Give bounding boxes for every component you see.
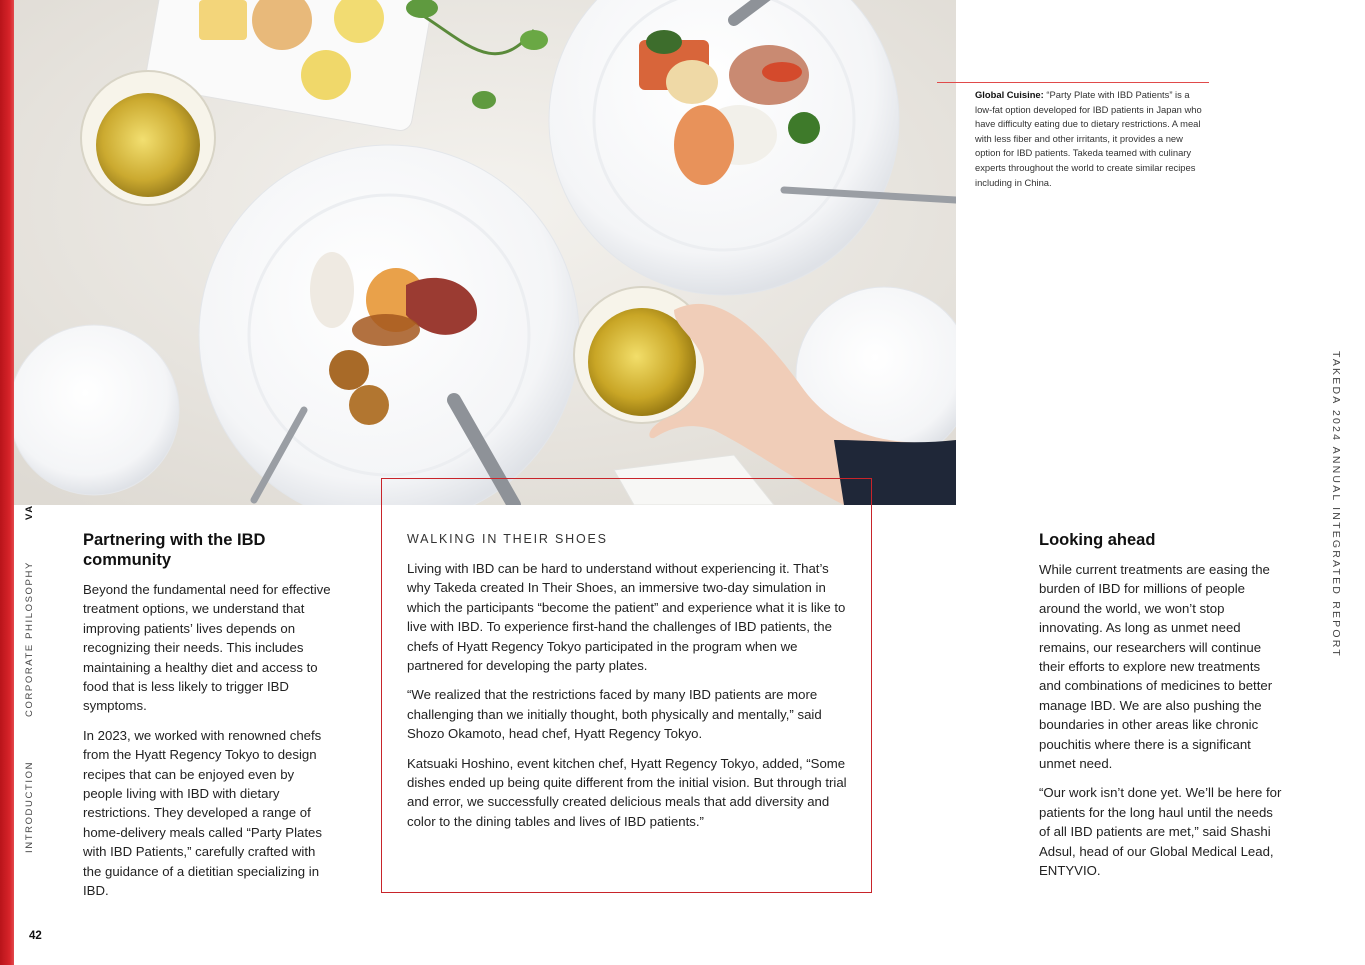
caption-text: “Party Plate with IBD Patients” is a low-fat option developed for IBD patients in Japan who have difficulty eating due to dietary restrictions. A meal with less fiber and other irritants, it provides a new option for IBD patients. Takeda teamed with culinary experts throughout the world to create similar recipes including in China. (975, 89, 1202, 188)
paragraph: Beyond the fundamental need for effective treatment options, we understand that improving patients’ lives depends on recognizing their needs. This includes maintaining a healthy diet and access to food that is less likely to trigger IBD symptoms. (83, 582, 331, 714)
report-title: TAKEDA 2024 ANNUAL INTEGRATED REPORT (1330, 351, 1342, 658)
section-walking (407, 530, 849, 841)
paragraph: “Our work isn’t done yet. We’ll be here for patients for the long haul until the needs of all IBD patients are met,” said Shashi Adsul, head of our Global Medical Lead, ENTYVIO. (1039, 785, 1282, 879)
food-photo (14, 0, 956, 505)
section-heading: Looking ahead (1039, 531, 1156, 549)
caption-rule (937, 82, 1209, 83)
paragraph: “We realized that the restrictions faced by many IBD patients are more challenging than we initially thought, both physically and mentally,” said Shozo Okamoto, head chef, Hyatt Regency Tokyo. (407, 687, 822, 742)
caption-bold: Global Cuisine: (975, 89, 1044, 100)
nav-corporate-philosophy[interactable]: CORPORATE PHILOSOPHY (24, 561, 35, 717)
food-photo-illustration (14, 0, 956, 505)
section-heading: WALKING IN THEIR SHOES (407, 532, 608, 546)
section-looking-ahead (1039, 530, 1284, 891)
paragraph: Living with IBD can be hard to understand without experiencing it. That’s why Takeda created In Their Shoes, an immersive two-day simulation in which the participants “become the patient” and experience what it is like to live with IBD. To experience first-hand the challenges of IBD patients, the chefs of Hyatt Regency Tokyo participated in the program when we partnered for developing the party plates. (407, 561, 846, 674)
photo-caption (975, 88, 1207, 190)
paragraph: While current treatments are easing the burden of IBD for millions of people around the world, we won’t stop innovating. As long as unmet need remains, our researchers will continue their efforts to explore new treatments and combinations of medicines to better manage IBD. We are also pushing the boundaries in other areas like chronic pouchitis where there is a significant unmet need. (1039, 562, 1273, 772)
nav-introduction[interactable]: INTRODUCTION (24, 760, 35, 853)
paragraph: In 2023, we worked with renowned chefs from the Hyatt Regency Tokyo to design recipes that can be enjoyed even by people living with IBD with dietary restrictions. They developed a range of home-delivery meals called “Party Plates with IBD Patients,” carefully crafted with the guidance of a dietitian specializing in IBD. (83, 727, 322, 899)
side-red-bar (0, 0, 14, 965)
section-partnering (83, 530, 335, 911)
paragraph: Katsuaki Hoshino, event kitchen chef, Hyatt Regency Tokyo, added, “Some dishes ended up being quite different from the initial vision. But through trial and error, we successfully created delicious meals that add diversity and color to the dining tables and lives of IBD patients.” (407, 755, 847, 829)
page-number: 42 (29, 930, 42, 942)
section-heading: Partnering with the IBD community (83, 531, 266, 569)
